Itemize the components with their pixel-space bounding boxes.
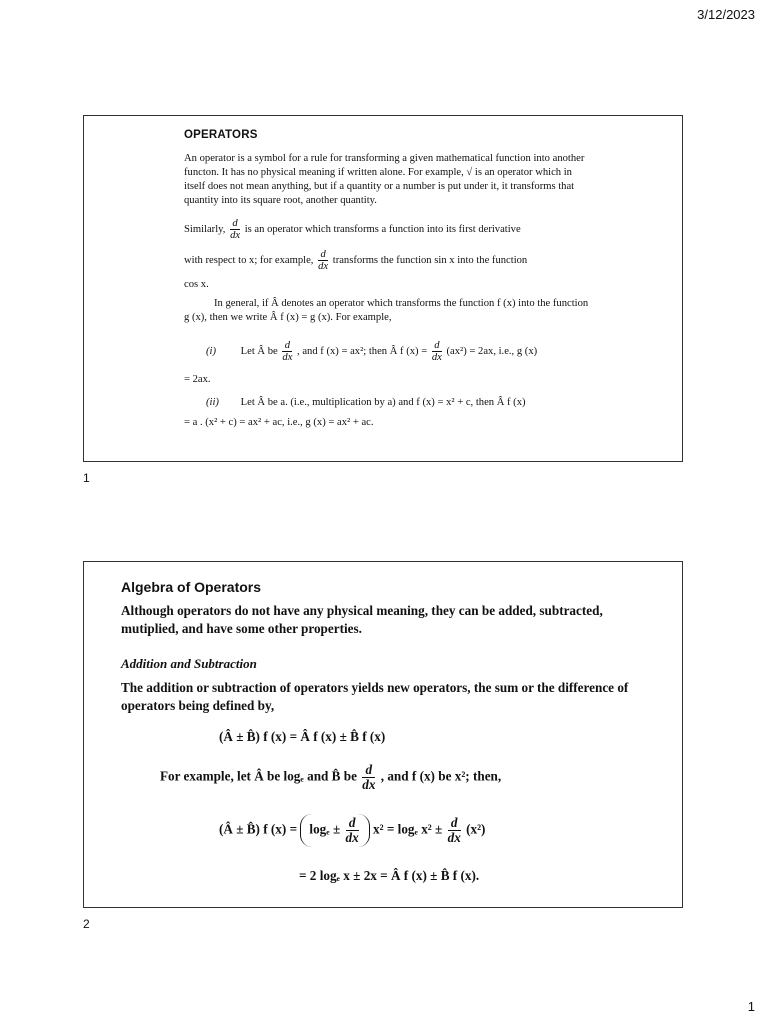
paragraph-body: The addition or subtraction of operators yields new operators, the sum or the difference of operators being defined by, — [121, 680, 629, 713]
example-text-a: For example, let Â be logₑ and B̂ be — [160, 768, 357, 784]
similarly-line — [184, 218, 594, 241]
example-2-result: = a . (x² + c) = ax² + ac, i.e., g (x) = ax² + ac. — [184, 417, 374, 428]
slide-title: Algebra of Operators — [121, 579, 262, 595]
d-dx-fraction: $\frac{d}{dx}$ — [230, 218, 241, 241]
d-dx-fraction: $\frac{d}{dx}$ — [447, 815, 461, 845]
page-number: 1 — [747, 999, 755, 1014]
example-2 — [184, 397, 604, 408]
example-1-text-b: , and f (x) = ax²; then Â f (x) = — [297, 345, 428, 357]
slide-1 — [83, 115, 683, 462]
equation-rhs-a: x² = logₑ x² ± — [373, 821, 443, 837]
example-1-result: = 2ax. — [184, 374, 211, 385]
slide-title: OPERATORS — [184, 129, 258, 141]
d-dx-fraction: $\frac{d}{dx}$ — [345, 815, 359, 845]
respect-text-b: transforms the function sin x into the function — [332, 254, 528, 266]
subtitle-addition-subtraction: Addition and Subtraction — [121, 656, 257, 671]
example-1 — [184, 340, 604, 363]
example-2-label: (ii) — [206, 397, 219, 408]
example-1-text-a: Let Â be — [240, 345, 278, 357]
d-dx-fraction: $\frac{d}{dx}$ — [318, 249, 329, 272]
equation-definition: (Â ± B̂) f (x) = Â f (x) ± B̂ f (x) — [219, 729, 386, 744]
equation-result: = 2 logₑ x ± 2x = Â f (x) ± B̂ f (x). — [299, 868, 480, 883]
example-1-text-c: (ax²) = 2ax, i.e., g (x) — [446, 345, 538, 357]
d-dx-fraction: $\frac{d}{dx}$ — [431, 340, 442, 363]
equation-lhs: (Â ± B̂) f (x) = — [219, 821, 298, 837]
slide-2 — [83, 561, 683, 908]
equation-inner: logₑ ± — [309, 821, 341, 837]
cos-line: cos x. — [184, 279, 209, 290]
respect-text-a: with respect to x; for example, — [184, 254, 314, 266]
slide-number-2: 2 — [83, 917, 90, 931]
respect-line — [184, 249, 594, 272]
d-dx-fraction: $\frac{d}{dx}$ — [362, 762, 376, 792]
equation-rhs-b: (x²) — [466, 821, 486, 837]
parenthesis-group — [300, 814, 369, 847]
example-line — [160, 763, 501, 792]
paragraph-intro: Although operators do not have any physical meaning, they can be added, subtracted, mutiplied, and have some other properties. — [121, 603, 603, 636]
similarly-text-b: is an operator which transforms a function into its first derivative — [244, 223, 521, 235]
example-text-b: , and f (x) be x²; then, — [380, 768, 502, 784]
similarly-text-a: Similarly, — [184, 223, 226, 235]
example-1-label: (i) — [206, 345, 216, 357]
example-2-text-a: Let Â be a. (i.e., multiplication by a) and f (x) = x² + c, then Â f (x) — [240, 397, 526, 408]
equation-expansion — [219, 814, 485, 847]
d-dx-fraction: $\frac{d}{dx}$ — [282, 340, 293, 363]
slide-number-1: 1 — [83, 471, 90, 485]
paragraph-operator-definition: An operator is a symbol for a rule for transforming a given mathematical function into another functon. It has no physical meaning if written alone. For example, √ is an operator which in itself does not mean anything, but if a quantity or a number is put under it, it transforms that quantity into its square root, another quantity. — [184, 153, 585, 206]
header-date: 3/12/2023 — [697, 7, 755, 22]
paragraph-general: In general, if Â denotes an operator which transforms the function f (x) into the function g (x), then we write Â f (x) = g (x). For example, — [184, 298, 589, 323]
